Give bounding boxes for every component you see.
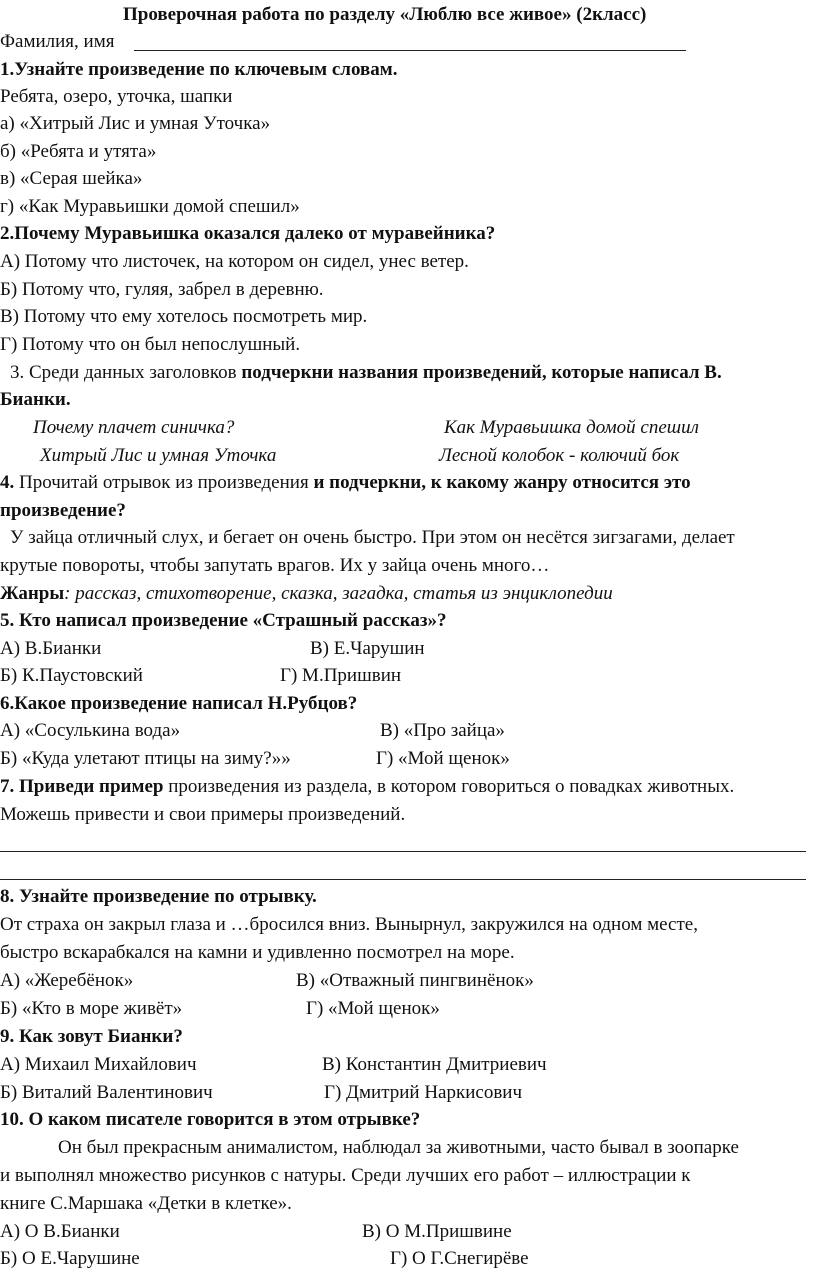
name-underline bbox=[134, 50, 686, 51]
q10-option-d: Г) О Г.Снегирёве bbox=[390, 1248, 529, 1269]
q10-option-b: В) О М.Пришвине bbox=[362, 1221, 512, 1242]
q5-option-b: В) Е.Чарушин bbox=[310, 638, 425, 659]
answer-line-2 bbox=[0, 879, 806, 880]
q4-excerpt-2: крутые повороты, чтобы запутать врагов. Их у зайца очень много… bbox=[0, 555, 550, 576]
page-title: Проверочная работа по разделу «Люблю все живое» (2класс) bbox=[123, 4, 647, 25]
q3-question-cont: Бианки. bbox=[0, 389, 71, 410]
q2-option-d: Г) Потому что он был непослушный. bbox=[0, 334, 301, 355]
q9-option-c: Б) Виталий Валентинович bbox=[0, 1082, 213, 1103]
q4-excerpt-1: У зайца отличный слух, и бегает он очень быстро. При этом он несётся зигзагами, делает bbox=[10, 527, 735, 548]
q1-option-d: г) «Как Муравьишки домой спешил» bbox=[0, 196, 300, 217]
q10-question: 10. О каком писателе говорится в этом отрывке? bbox=[0, 1109, 421, 1130]
q9-question: 9. Как зовут Бианки? bbox=[0, 1026, 183, 1047]
q6-option-b: В) «Про зайца» bbox=[380, 720, 505, 741]
q6-option-c: Б) «Куда улетают птицы на зиму?»» bbox=[0, 748, 291, 769]
q10-option-c: Б) О Е.Чарушине bbox=[0, 1248, 140, 1269]
q5-option-a: А) В.Бианки bbox=[0, 638, 102, 659]
q1-keywords: Ребята, озеро, уточка, шапки bbox=[0, 86, 233, 107]
q9-option-b: В) Константин Дмитриевич bbox=[322, 1054, 547, 1075]
q5-question: 5. Кто написал произведение «Страшный рассказ»? bbox=[0, 610, 447, 631]
q10-text-3: книге С.Маршака «Детки в клетке». bbox=[0, 1193, 292, 1214]
q3-title-2: Как Муравьишка домой спешил bbox=[444, 417, 699, 438]
q6-option-d: Г) «Мой щенок» bbox=[376, 748, 510, 769]
q7-question-cont: Можешь привести и свои примеры произведений. bbox=[0, 804, 406, 825]
q8-option-b: В) «Отважный пингвинёнок» bbox=[296, 970, 534, 991]
q3-question: 3. Среди данных заголовков подчеркни названия произведений, которые написал В. bbox=[10, 362, 722, 383]
q8-excerpt-2: быстро вскарабкался на камни и удивленно посмотрел на море. bbox=[0, 942, 515, 963]
q2-option-c: В) Потому что ему хотелось посмотреть мир. bbox=[0, 306, 368, 327]
q5-option-d: Г) М.Пришвин bbox=[280, 665, 402, 686]
q1-option-a: а) «Хитрый Лис и умная Уточка» bbox=[0, 113, 271, 134]
q4-question-cont: произведение? bbox=[0, 500, 126, 521]
name-label: Фамилия, имя bbox=[0, 31, 115, 52]
q3-title-1: Почему плачет синичка? bbox=[33, 417, 235, 438]
q2-option-a: А) Потому что листочек, на котором он сидел, унес ветер. bbox=[0, 251, 469, 272]
q7-question: 7. Приведи пример произведения из раздела, в котором говориться о повадках животных. bbox=[0, 776, 735, 797]
q8-option-a: А) «Жеребёнок» bbox=[0, 970, 134, 991]
q6-question: 6.Какое произведение написал Н.Рубцов? bbox=[0, 693, 358, 714]
q9-option-a: А) Михаил Михайлович bbox=[0, 1054, 197, 1075]
q5-option-c: Б) К.Паустовский bbox=[0, 665, 143, 686]
q10-text-1: Он был прекрасным анималистом, наблюдал за животными, часто бывал в зоопарке bbox=[58, 1137, 739, 1158]
q4-question: 4. Прочитай отрывок из произведения и подчеркни, к какому жанру относится это bbox=[0, 472, 691, 493]
q6-option-a: А) «Сосулькина вода» bbox=[0, 720, 181, 741]
q4-genres: Жанры: рассказ, стихотворение, сказка, загадка, статья из энциклопедии bbox=[0, 583, 613, 604]
q8-question: 8. Узнайте произведение по отрывку. bbox=[0, 886, 317, 907]
q2-option-b: Б) Потому что, гуляя, забрел в деревню. bbox=[0, 279, 324, 300]
q1-question: 1.Узнайте произведение по ключевым словам. bbox=[0, 59, 398, 80]
q8-excerpt-1: От страха он закрыл глаза и …бросился вниз. Вынырнул, закружился на одном месте, bbox=[0, 914, 698, 935]
q1-option-c: в) «Серая шейка» bbox=[0, 168, 143, 189]
q10-option-a: А) О В.Бианки bbox=[0, 1221, 120, 1242]
q10-text-2: и выполнял множество рисунков с натуры. Среди лучших его работ – иллюстрации к bbox=[0, 1165, 691, 1186]
q8-option-c: Б) «Кто в море живёт» bbox=[0, 998, 183, 1019]
q1-option-b: б) «Ребята и утята» bbox=[0, 141, 157, 162]
answer-line-1 bbox=[0, 851, 806, 852]
q3-title-3: Хитрый Лис и умная Уточка bbox=[40, 445, 277, 466]
q3-title-4: Лесной колобок - колючий бок bbox=[439, 445, 680, 466]
q8-option-d: Г) «Мой щенок» bbox=[306, 998, 440, 1019]
q2-question: 2.Почему Муравьишка оказался далеко от муравейника? bbox=[0, 223, 496, 244]
q9-option-d: Г) Дмитрий Наркисович bbox=[324, 1082, 523, 1103]
